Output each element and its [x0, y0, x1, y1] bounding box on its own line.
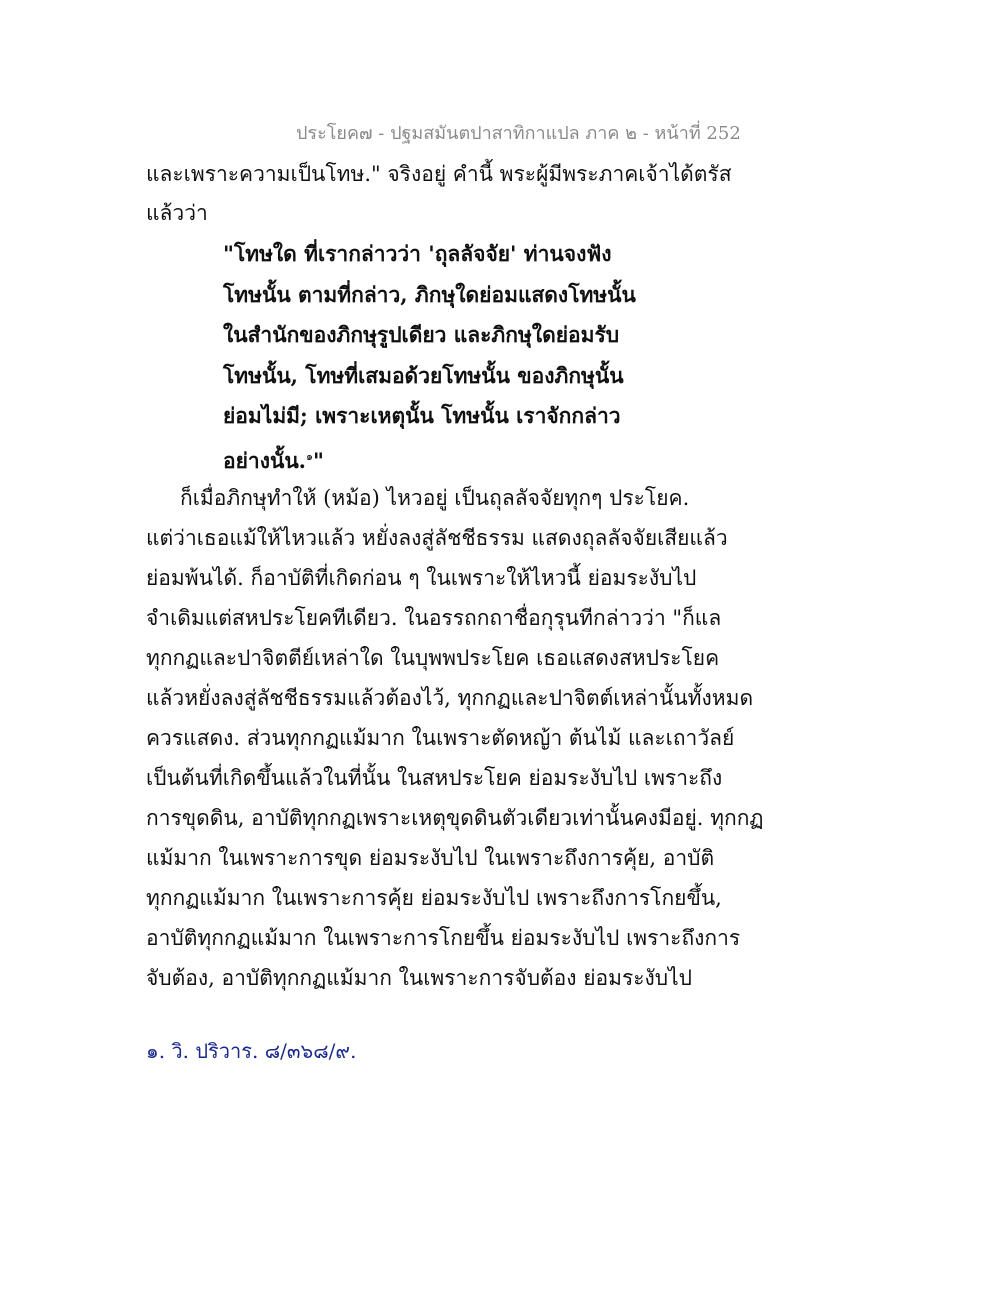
verse-line-2: โทษนั้น ตามที่กล่าว, ภิกษุใดย่อมแสดงโทษนั้น — [223, 282, 636, 307]
paragraph-line-3: ย่อมพ้นได้. ก็อาบัติที่เกิดก่อน ๆ ในเพราะให้ไหวนี้ ย่อมระงับไป — [146, 566, 697, 590]
paragraph-line-10: แม้มาก ในเพราะการขุด ย่อมระงับไป ในเพราะถึงการคุ้ย, อาบัติ — [146, 846, 715, 870]
paragraph-line-4: จำเดิมแต่สหประโยคทีเดียว. ในอรรถกถาชื่อกุรุนทีกล่าวว่า "ก็แล — [146, 606, 722, 630]
paragraph-line-6: แล้วหยั่งลงสู่ลัชชีธรรมแล้วต้องไว้, ทุกกฏและปาจิตต์เหล่านั้นทั้งหมด — [146, 686, 754, 710]
intro-line-2: แล้วว่า — [146, 201, 208, 225]
verse-close-quote: " — [312, 448, 324, 473]
verse-line-3: ในสำนักของภิกษุรูปเดียว และภิกษุใดย่อมรับ — [223, 322, 620, 347]
verse-line-6-text: อย่างนั้น. — [223, 448, 306, 473]
footnote: ๑. วิ. ปริวาร. ๘/๓๖๘/๙. — [146, 1039, 357, 1063]
verse-line-1: "โทษใด ที่เรากล่าวว่า 'ถุลลัจจัย' ท่านจงฟัง — [223, 241, 612, 266]
verse-line-5: ย่อมไม่มี; เพราะเหตุนั้น โทษนั้น เราจักกล่าว — [223, 403, 621, 428]
paragraph-line-9: การขุดดิน, อาบัติทุกกฏเพราะเหตุขุดดินตัวเดียวเท่านั้นคงมีอยู่. ทุกกฏ — [146, 806, 764, 830]
verse-line-6 — [223, 440, 324, 478]
paragraph-line-8: เป็นต้นที่เกิดขึ้นแล้วในที่นั้น ในสหประโยค ย่อมระงับไป เพราะถึง — [146, 766, 723, 790]
footnote-marker: ๑ — [306, 450, 313, 463]
paragraph-line-11: ทุกกฏแม้มาก ในเพราะการคุ้ย ย่อมระงับไป เพราะถึงการโกยขึ้น, — [146, 886, 722, 910]
paragraph-line-5: ทุกกฏและปาจิตตีย์เหล่าใด ในบุพพประโยค เธอแสดงสหประโยค — [146, 646, 720, 670]
verse-line-4: โทษนั้น, โทษที่เสมอด้วยโทษนั้น ของภิกษุนั้น — [223, 363, 624, 388]
intro-line-1: และเพราะความเป็นโทษ." จริงอยู่ คำนี้ พระผู้มีพระภาคเจ้าได้ตรัส — [146, 162, 732, 186]
paragraph-line-12: อาบัติทุกกฏแม้มาก ในเพราะการโกยขึ้น ย่อมระงับไป เพราะถึงการ — [146, 926, 741, 950]
paragraph-line-13: จับต้อง, อาบัติทุกกฏแม้มาก ในเพราะการจับต้อง ย่อมระงับไป — [146, 966, 693, 990]
running-header: ประโยค๗ - ปฐมสมันตปาสาทิกาแปล ภาค ๒ - หน้าที่ 252 — [296, 123, 741, 144]
paragraph-line-2: แต่ว่าเธอแม้ให้ไหวแล้ว หยั่งลงสู่ลัชชีธรรม แสดงถุลลัจจัยเสียแล้ว — [146, 526, 728, 550]
paragraph-line-1: ก็เมื่อภิกษุทำให้ (หม้อ) ไหวอยู่ เป็นถุลลัจจัยทุกๆ ประโยค. — [180, 486, 690, 510]
paragraph-line-7: ควรแสดง. ส่วนทุกกฏแม้มาก ในเพราะตัดหญ้า ต้นไม้ และเถาวัลย์ — [146, 726, 735, 750]
